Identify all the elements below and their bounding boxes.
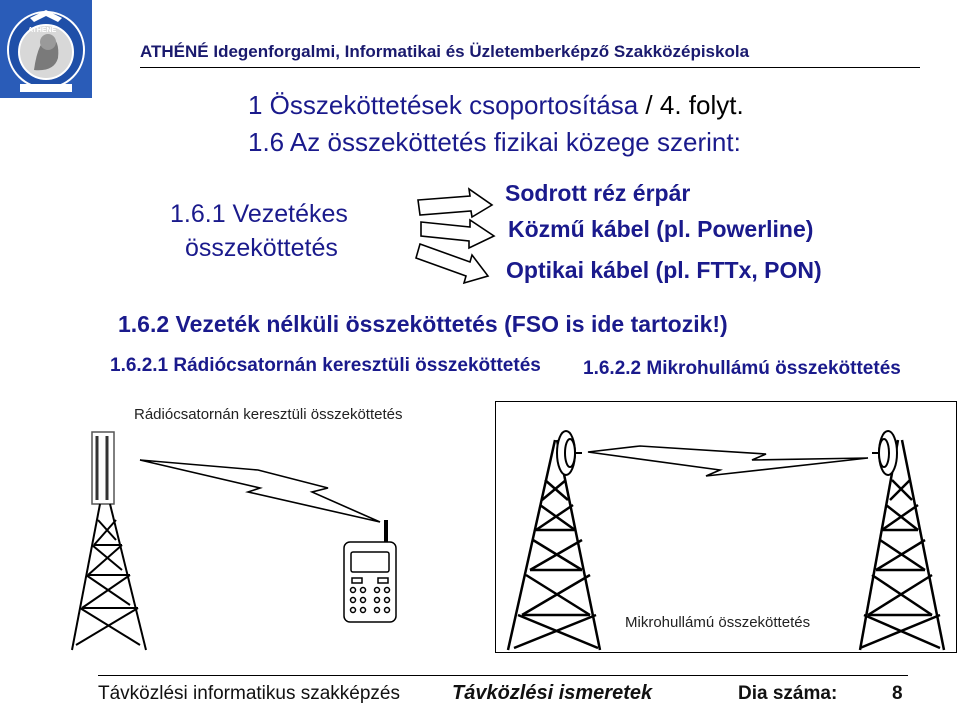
footer-subject: Távközlési ismeretek (452, 682, 653, 704)
wired-label-line2: összeköttetés (185, 234, 338, 262)
wireless-heading: 1.6.2 Vezeték nélküli összeköttetés (FSO is ide tartozik!) (118, 311, 728, 337)
radio-tower-icon (72, 432, 146, 650)
wired-label-line1: 1.6.1 Vezetékes (170, 200, 348, 228)
wired-option-powerline: Közmű kábel (pl. Powerline) (508, 216, 814, 242)
lightning-signal-icon (588, 446, 868, 476)
wired-option-optical: Optikai kábel (pl. FTTx, PON) (506, 257, 822, 283)
logo-text: ATHÉNÉ (28, 27, 57, 34)
footer-slide-label: Dia száma: (738, 683, 838, 704)
arrow-icon (421, 220, 494, 248)
dish-antenna-icon (872, 431, 897, 475)
dish-antenna-icon (557, 431, 582, 475)
footer-slide-number: 8 (892, 683, 903, 704)
microwave-diagram-caption: Mikrohullámú összeköttetés (625, 614, 811, 631)
radio-section-title: 1.6.2.1 Rádiócsatornán keresztüli összeköttetés (110, 355, 541, 376)
page-title-suffix: / 4. folyt. (638, 90, 744, 120)
page-title-main: 1 Összeköttetések csoportosítása (248, 90, 639, 120)
radio-diagram-caption: Rádiócsatornán keresztüli összeköttetés (134, 406, 403, 423)
page-subtitle: 1.6 Az összeköttetés fizikai közege szerint: (248, 127, 741, 157)
footer-course: Távközlési informatikus szakképzés (98, 683, 400, 704)
mobile-phone-icon (344, 520, 396, 622)
lightning-signal-icon (140, 460, 380, 522)
school-name: ATHÉNÉ Idegenforgalmi, Informatikai és Üzletemberképző Szakközépiskola (140, 42, 750, 61)
footer-divider (98, 675, 908, 676)
microwave-tower-icon (508, 440, 600, 650)
microwave-section-title: 1.6.2.2 Mikrohullámú összeköttetés (583, 358, 901, 379)
arrow-icon (418, 189, 492, 217)
microwave-tower-icon (860, 440, 944, 650)
arrow-icon (416, 244, 488, 283)
wired-option-twisted-pair: Sodrott réz érpár (505, 180, 691, 206)
